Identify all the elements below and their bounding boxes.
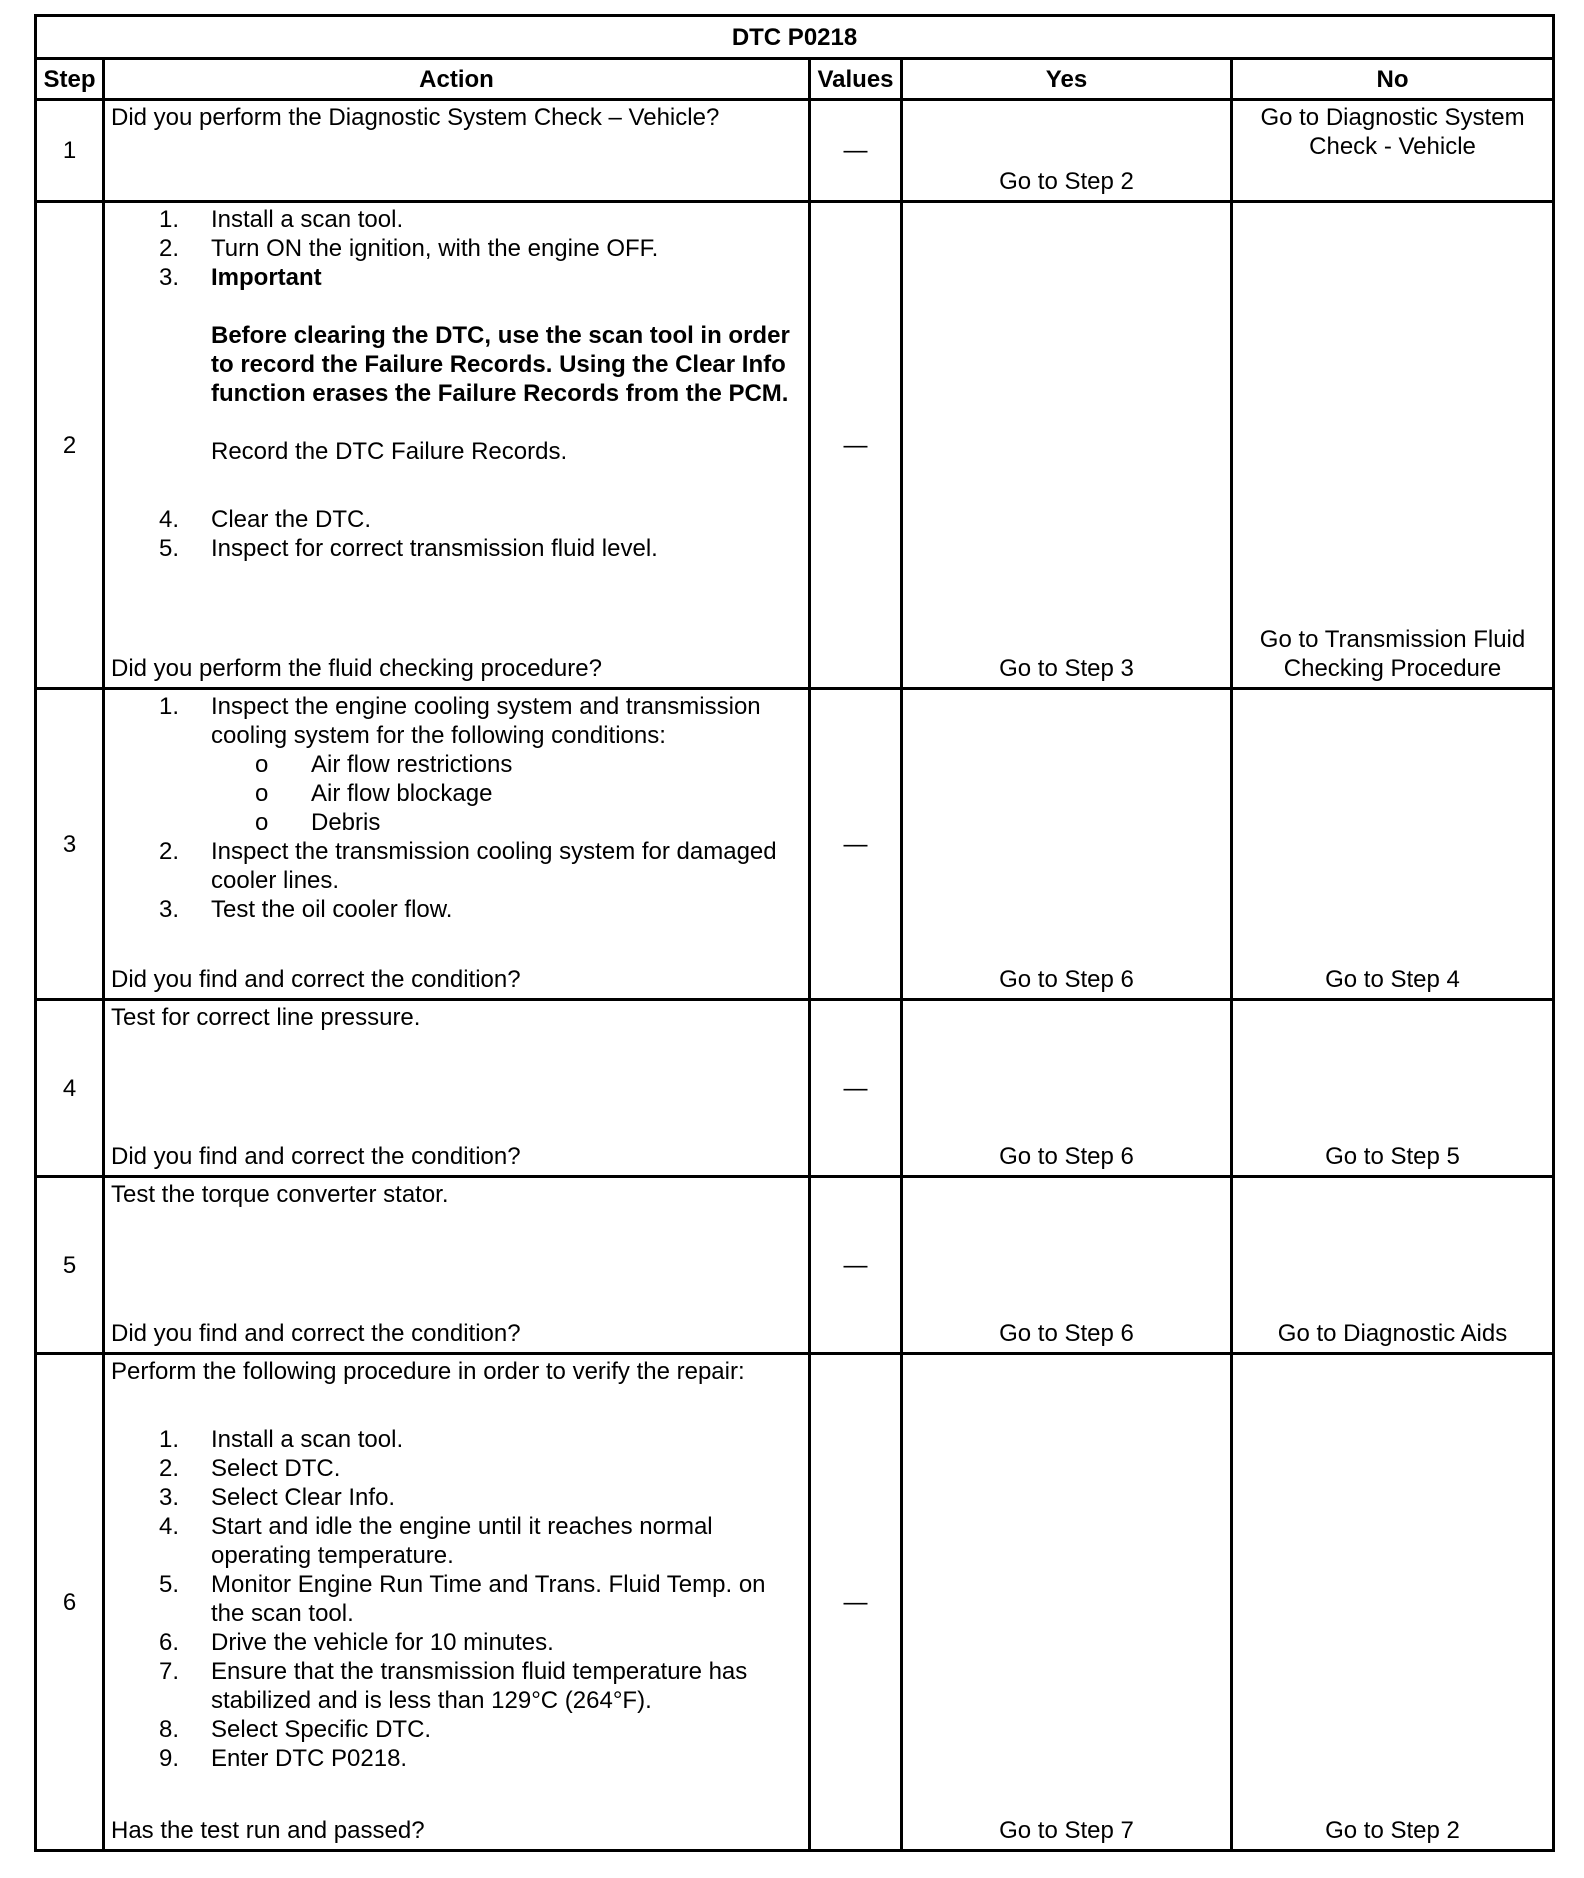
yes-result: Go to Step 3 [999,655,1134,682]
yes-cell [902,202,1232,689]
question-text: Did you perform the Diagnostic System Check – Vehicle? [111,104,720,131]
action-intro: Perform the following procedure in order to verify the repair: [111,1358,745,1385]
list-item: 4. Clear the DTC. [159,506,372,533]
list-item: o Air flow blockage [255,780,493,807]
no-cell [1232,1000,1554,1177]
list-item: 1. Install a scan tool. [159,1426,404,1453]
list-item: 3. Important [159,264,322,291]
list-item: 3. Test the oil cooler flow. [159,896,453,923]
values-cell: — [810,202,902,689]
table-row [36,1354,1554,1851]
question-text: Did you find and correct the condition? [111,966,521,993]
yes-result: Go to Step 7 [999,1817,1134,1844]
action-cell [104,100,810,202]
yes-result: Go to Step 6 [999,1320,1134,1347]
list-item: 2. Turn ON the ignition, with the engine OFF. [159,235,659,262]
list-item: 5. Inspect for correct transmission fluid level. [159,535,658,562]
values-cell: — [810,1177,902,1354]
list-item: 1. Inspect the engine cooling system and transmission cooling system for the following conditions: [159,693,761,749]
values-cell: — [810,689,902,1000]
action-cell [104,689,810,1000]
table-row [36,1000,1554,1177]
condition-list [111,750,802,837]
header-yes: Yes [902,59,1232,100]
question-text: Has the test run and passed? [111,1817,425,1844]
header-no: No [1232,59,1554,100]
list-item: 2. Select DTC. [159,1455,341,1482]
values-cell: — [810,1354,902,1851]
step-list [111,837,802,924]
action-intro: Test the torque converter stator. [111,1181,449,1208]
step-list [111,692,802,750]
question-text: Did you find and correct the condition? [111,1143,521,1170]
list-item: 5. Monitor Engine Run Time and Trans. Fluid Temp. on the scan tool. [159,1571,766,1627]
step-number: 6 [36,1354,104,1851]
list-item: 4. Start and idle the engine until it reaches normal operating temperature. [159,1513,713,1569]
action-cell [104,1354,810,1851]
list-item: 7. Ensure that the transmission fluid temperature has stabilized and is less than 129°C (264°F). [159,1658,748,1714]
record-instruction: Record the DTC Failure Records. [211,438,568,465]
list-item: 6. Drive the vehicle for 10 minutes. [159,1629,554,1656]
yes-cell [902,100,1232,202]
list-item: o Debris [255,809,381,836]
list-item: 8. Select Specific DTC. [159,1716,432,1743]
no-cell [1232,1177,1554,1354]
yes-cell [902,1000,1232,1177]
step-number: 3 [36,689,104,1000]
no-result: Go to Diagnostic Aids [1277,1320,1508,1347]
no-cell [1232,100,1554,202]
question-text: Did you find and correct the condition? [111,1320,521,1347]
yes-result: Go to Step 6 [999,966,1134,993]
table-row [36,202,1554,689]
yes-result: Go to Step 6 [999,1143,1134,1170]
no-result: Go to Diagnostic System Check - Vehicle [1260,104,1525,160]
yes-cell [902,689,1232,1000]
step-number: 5 [36,1177,104,1354]
step-number: 1 [36,100,104,202]
header-step: Step [36,59,104,100]
table-title: DTC P0218 [36,16,1554,59]
no-cell [1232,202,1554,689]
table-row [36,100,1554,202]
question-text: Did you perform the fluid checking procedure? [111,655,602,682]
step-list [111,205,802,292]
no-result: Go to Step 5 [1325,1143,1460,1170]
action-cell [104,202,810,689]
table-row [36,1177,1554,1354]
step-number: 2 [36,202,104,689]
yes-cell [902,1354,1232,1851]
list-item: 1. Install a scan tool. [159,206,404,233]
list-item: 3. Select Clear Info. [159,1484,396,1511]
action-cell [104,1000,810,1177]
no-result: Go to Step 2 [1325,1817,1460,1844]
important-note: Before clearing the DTC, use the scan tool in order to record the Failure Records. Using the Clear Info function erases the Failure Records from the PCM. [211,322,790,407]
list-item: 9. Enter DTC P0218. [159,1745,408,1772]
no-cell [1232,689,1554,1000]
yes-cell [902,1177,1232,1354]
dtc-table [34,14,1555,1852]
table-row [36,689,1554,1000]
yes-result: Go to Step 2 [999,168,1134,195]
step-number: 4 [36,1000,104,1177]
action-cell [104,1177,810,1354]
no-cell [1232,1354,1554,1851]
list-item: 2. Inspect the transmission cooling system for damaged cooler lines. [159,838,777,894]
header-action: Action [104,59,810,100]
header-values: Values [810,59,902,100]
step-list [111,505,802,563]
values-cell: — [810,100,902,202]
no-result: Go to Transmission Fluid Checking Procedure [1259,626,1526,682]
action-intro: Test for correct line pressure. [111,1004,421,1031]
no-result: Go to Step 4 [1325,966,1460,993]
values-cell: — [810,1000,902,1177]
list-item: o Air flow restrictions [255,751,513,778]
step-list [111,1425,802,1773]
